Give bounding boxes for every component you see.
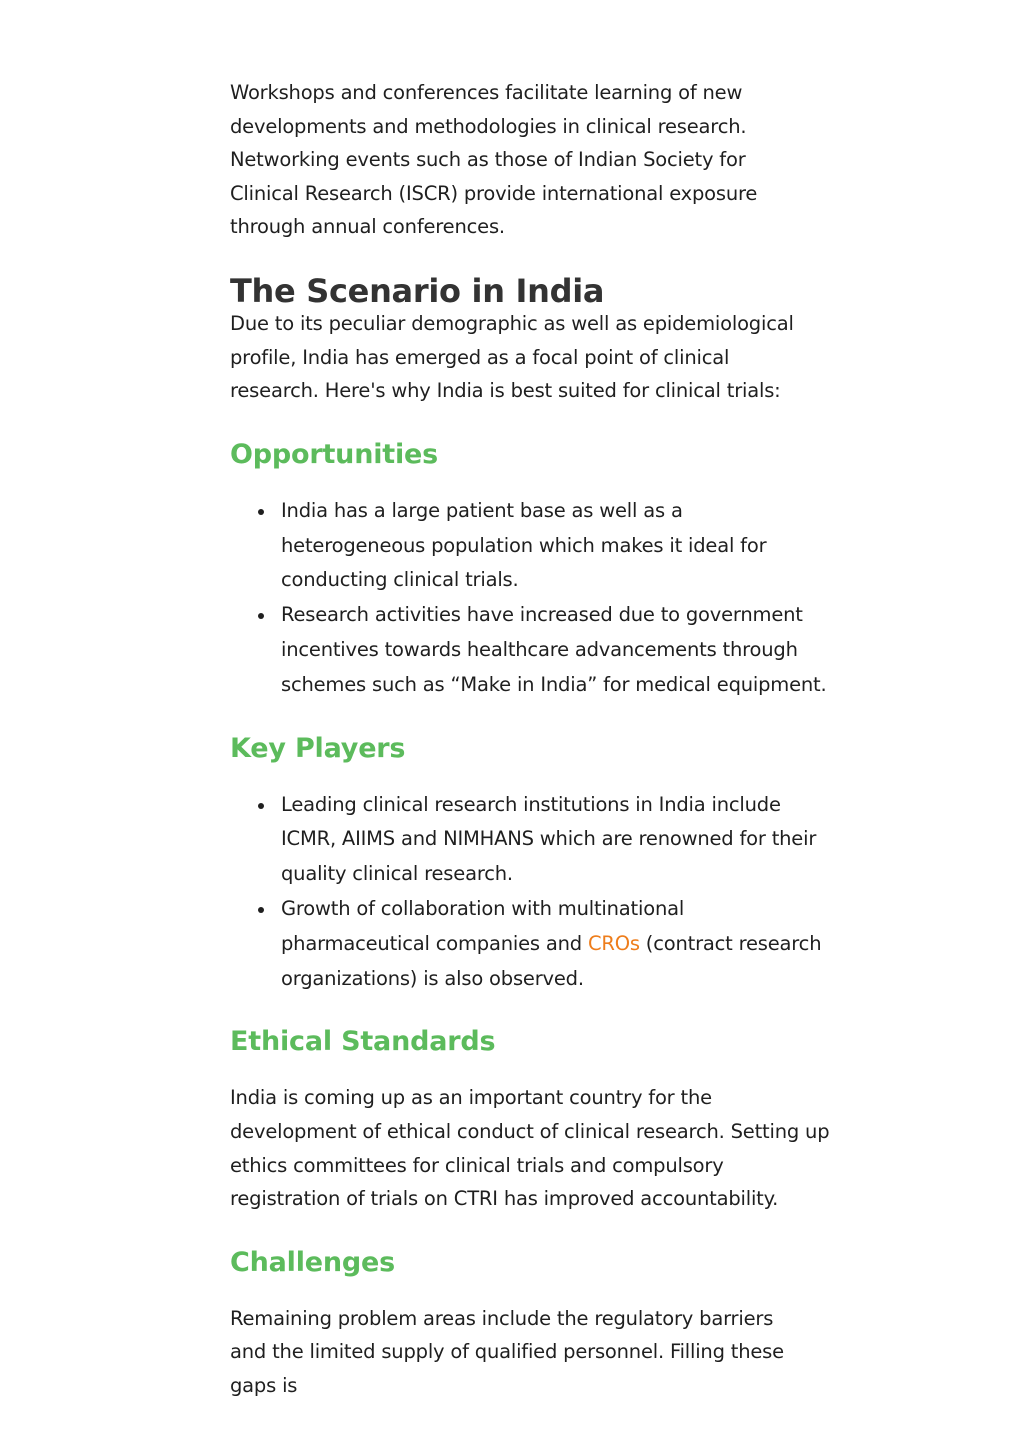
challenges-paragraph: Remaining problem areas include the regulatory barriers and the limited supply of qualified personnel. Filling these gaps is: [230, 1306, 784, 1397]
bullet-icon: [258, 803, 264, 809]
ethical-standards-heading: Ethical Standards: [230, 1026, 496, 1058]
key-player-text-start: Growth of collaboration with multinational pharmaceutical companies and: [281, 896, 685, 955]
list-item: [281, 892, 830, 996]
opportunities-heading: Opportunities: [230, 438, 439, 470]
scenario-paragraph: Due to its peculiar demographic as well as epidemiological profile, India has emerged as a focal point of clinical research. Here's why India is best suited for clinical trials:: [230, 311, 794, 403]
key-players-heading: Key Players: [230, 732, 406, 764]
intro-paragraph: Workshops and conferences facilitate learning of new developments and methodologies in clinical research. Networking events such as those of Indian Society for Clinical Research (ISCR) provide international exposure through annual conferences.: [230, 81, 758, 239]
list-item: [281, 598, 830, 702]
bullet-icon: [258, 613, 264, 619]
key-players-list: [230, 788, 830, 997]
opportunities-list: [230, 494, 830, 703]
bullet-icon: [258, 907, 264, 913]
challenges-heading: Challenges: [230, 1246, 396, 1278]
key-player-text: Leading clinical research institutions in India include ICMR, AIIMS and NIMHANS which are renowned for their quality clinical research.: [281, 792, 817, 886]
article-content: [230, 76, 830, 1402]
key-player-text-end: (contract research organizations) is also observed.: [281, 931, 822, 990]
opportunity-text: Research activities have increased due to government incentives towards healthcare advancements through schemes such as “Make in India” for medical equipment.: [281, 603, 827, 696]
ethical-standards-paragraph: India is coming up as an important country for the development of ethical conduct of clinical research. Setting up ethics committees for clinical trials and compulsory registration of trials on CTRI has improved accountability.: [230, 1086, 830, 1211]
cros-link[interactable]: CROs: [587, 931, 640, 955]
list-item: [281, 788, 830, 892]
list-item: [281, 494, 830, 598]
opportunity-text: India has a large patient base as well as a heterogeneous population which makes it ideal for conducting clinical trials.: [281, 498, 767, 592]
scenario-heading: The Scenario in India: [230, 271, 605, 310]
bullet-icon: [258, 509, 264, 515]
